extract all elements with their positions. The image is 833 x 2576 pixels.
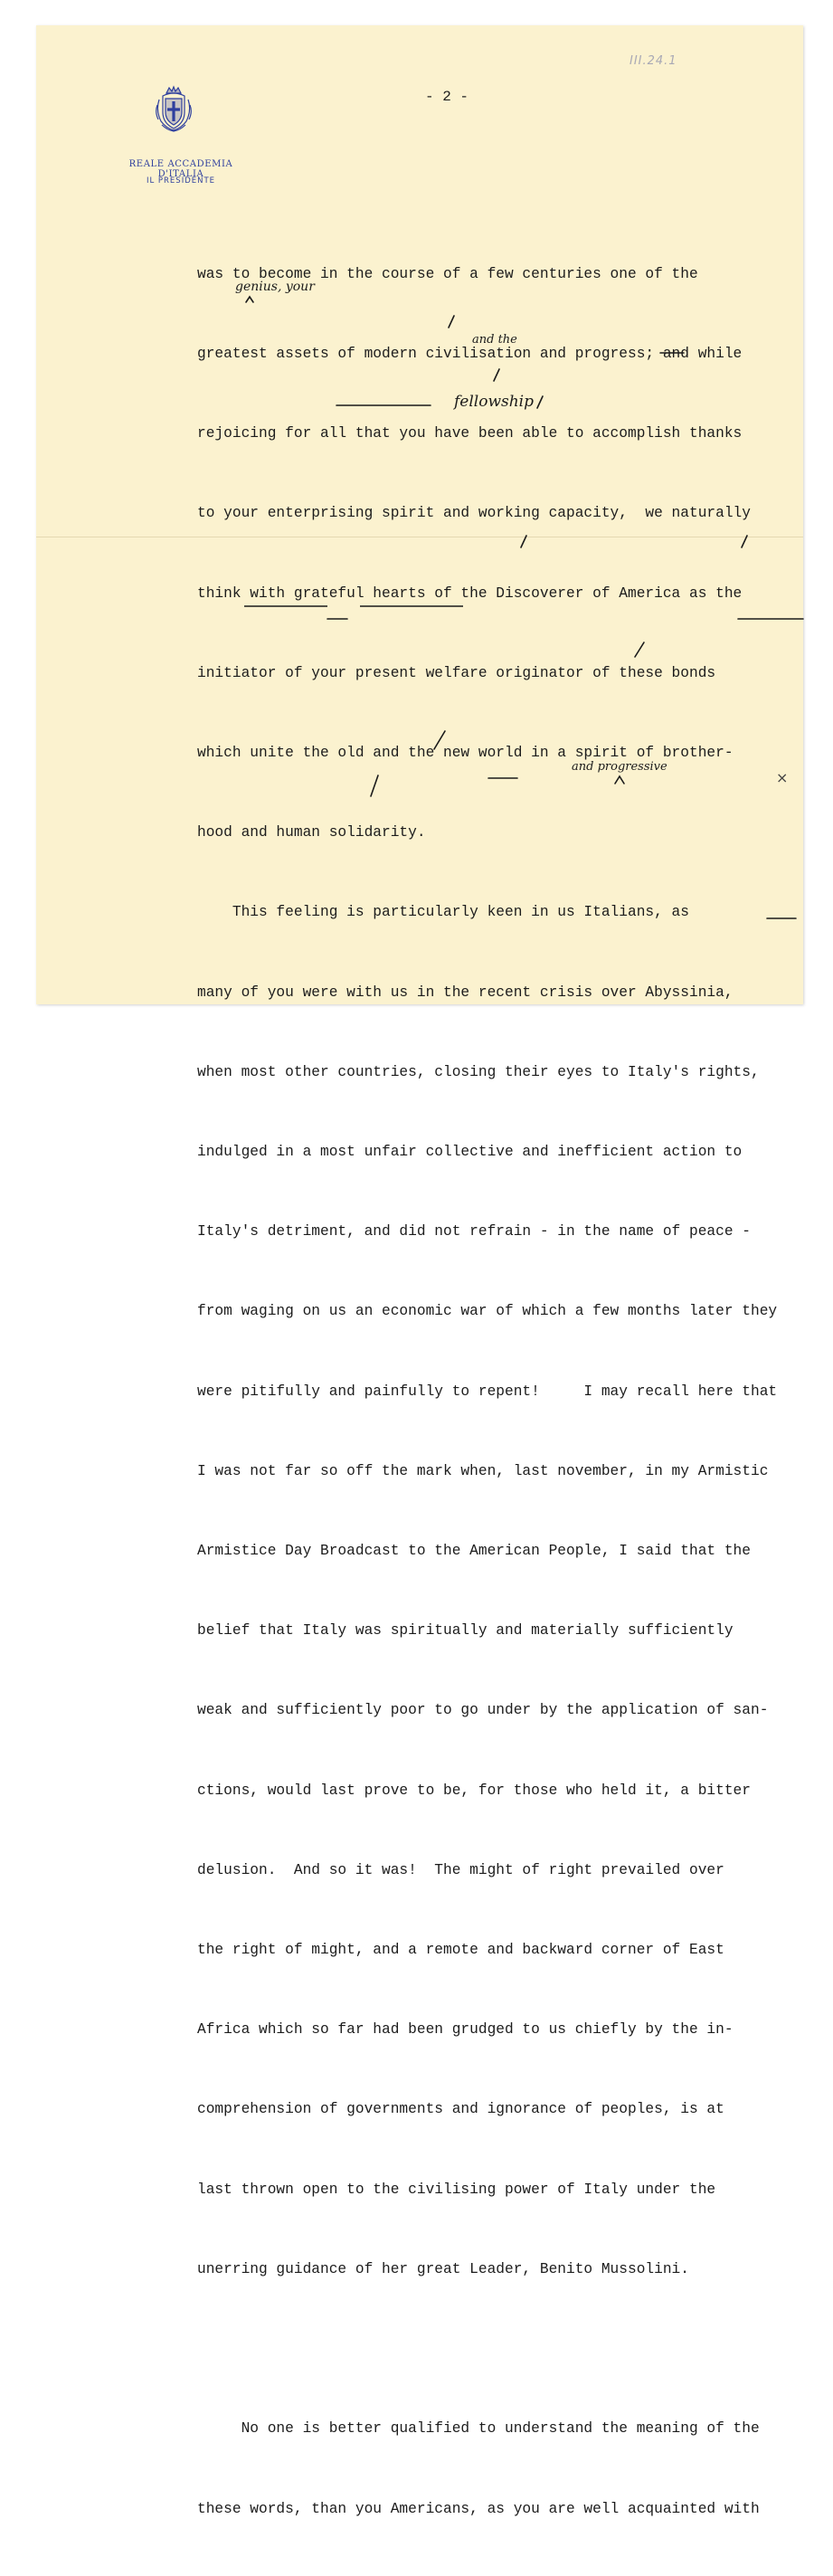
body-line: This feeling is particularly keen in us Italians, as [197, 904, 689, 921]
letterhead-office: IL PRESIDENTE [146, 176, 216, 185]
body-line: Africa which so far had been grudged to us chiefly by the in- [197, 2021, 734, 2039]
body-line: to your enterprising spirit and working capacity, we naturally [197, 505, 751, 522]
body-line: was to become in the course of a few centuries one of the [197, 265, 698, 282]
body-line: Italy's detriment, and did not refrain - in the name of peace - [197, 1223, 751, 1240]
body-line: when most other countries, closing their eyes to Italy's rights, [197, 1063, 760, 1080]
margin-x-mark: × [776, 769, 789, 786]
body-line: delusion. And so it was! The might of right prevailed over [197, 1861, 724, 1878]
page-number: - 2 - [425, 89, 469, 105]
body-line: comprehension of governments and ignorance of peoples, is at [197, 2101, 724, 2118]
body-line: many of you were with us in the recent crisis over Abyssinia, [197, 984, 734, 1001]
handwritten-fellowship: fellowship [454, 393, 535, 411]
body-line: Armistice Day Broadcast to the American People, I said that the [197, 1543, 751, 1560]
handwritten-genius-insert: genius, your [235, 280, 315, 294]
letter-page [36, 25, 803, 2517]
body-line: think with grateful hearts of the Discoverer of America as the [197, 585, 743, 602]
body-line: indulged in a most unfair collective and inefficient action to [197, 1144, 743, 1161]
archive-reference: III.24.1 [629, 54, 677, 68]
body-line: weak and sufficiently poor to go under by the application of san- [197, 1702, 769, 1719]
body-line-blank [197, 2336, 830, 2362]
body-line: were pitifully and painfully to repent! I may recall here that [197, 1383, 778, 1400]
body-line: which unite the old and the new world in a spirit of brother- [197, 745, 734, 762]
body-line: I was not far so off the mark when, last november, in my Armistic [197, 1462, 769, 1479]
body-line: from waging on us an economic war of which a few months later they [197, 1303, 778, 1320]
body-line: unerring guidance of her great Leader, Benito Mussolini. [197, 2260, 689, 2277]
body-line: these words, than you Americans, as you are well acquainted with [197, 2500, 760, 2517]
body-line: the right of might, and a remote and backward corner of East [197, 1942, 724, 1959]
handwritten-and-the-insert: and the [472, 333, 517, 347]
body-line: greatest assets of modern civilisation and progress; and while [197, 346, 743, 363]
body-line: belief that Italy was spiritually and materially sufficiently [197, 1622, 734, 1640]
body-line: initiator of your present welfare originator of these bonds [197, 664, 716, 681]
body-line: rejoicing for all that you have been able to accomplish thanks [197, 425, 743, 442]
body-line: ctions, would last prove to be, for those who held it, a bitter [197, 1782, 751, 1799]
body-line: last thrown open to the civilising power of Italy under the [197, 2181, 716, 2198]
royal-academy-crest-icon [154, 85, 194, 132]
body-line: hood and human solidarity. [197, 824, 426, 841]
letter-body [197, 208, 830, 2576]
letterhead-institution: REALE ACCADEMIA D'ITALIA [128, 159, 233, 179]
body-line: No one is better qualified to understand the meaning of the [197, 2420, 760, 2438]
handwritten-and-progressive: and progressive [572, 760, 667, 774]
